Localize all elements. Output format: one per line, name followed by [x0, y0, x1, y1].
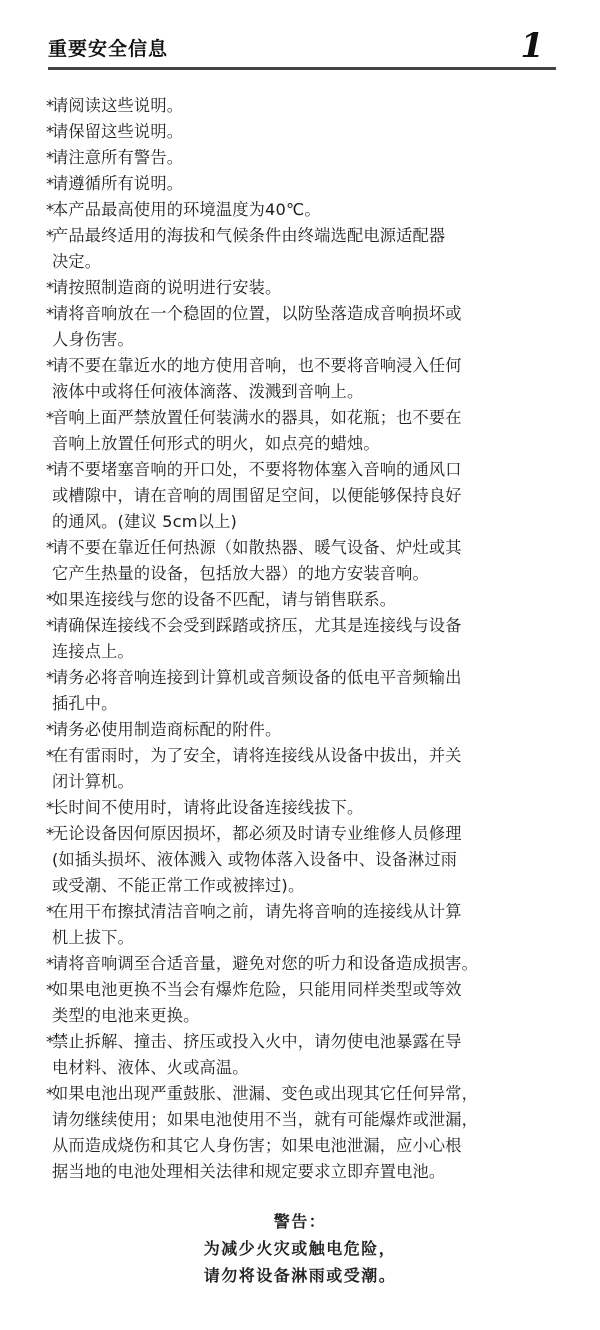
safety-notice-item [46, 301, 566, 353]
safety-notice-item [46, 223, 566, 275]
bullet-marker: * [46, 226, 55, 245]
notice-text: 请将音响放在一个稳固的位置，以防坠落造成音响损坏或 人身伤害。 [52, 304, 462, 349]
safety-notice-item [46, 587, 566, 613]
notice-text: 请不要在靠近水的地方使用音响，也不要将音响浸入任何 液体中或将任何液体滴落、泼溅到音响上。 [52, 356, 462, 401]
notice-text: 请保留这些说明。 [52, 122, 184, 141]
bullet-marker: * [46, 200, 55, 219]
safety-notice-item [46, 951, 566, 977]
safety-notice-item [46, 665, 566, 717]
bullet-marker: * [46, 824, 55, 843]
safety-notice-item [46, 1081, 566, 1185]
notice-text: 请务必使用制造商标配的附件。 [52, 720, 282, 739]
bullet-marker: * [46, 538, 55, 557]
warning-box [0, 1208, 600, 1289]
safety-notice-item [46, 821, 566, 899]
bullet-marker: * [46, 122, 55, 141]
safety-notice-item [46, 119, 566, 145]
warning-title: 警告： [273, 1212, 327, 1231]
safety-notice-item [46, 613, 566, 665]
notice-text: 请将音响调至合适音量，避免对您的听力和设备造成损害。 [52, 954, 479, 973]
safety-notice-item [46, 197, 566, 223]
bullet-marker: * [46, 954, 55, 973]
notice-text: 请确保连接线不会受到踩踏或挤压，尤其是连接线与设备 连接点上。 [52, 616, 462, 661]
notice-text: 在用干布擦拭清洁音响之前，请先将音响的连接线从计算 机上拔下。 [52, 902, 462, 947]
notice-text: 在有雷雨时，为了安全，请将连接线从设备中拔出，并关 闭计算机。 [52, 746, 462, 791]
notice-text: 请不要在靠近任何热源（如散热器、暖气设备、炉灶或其 它产生热量的设备，包括放大器）的地方安装音响。 [52, 538, 462, 583]
notice-text: 请遵循所有说明。 [52, 174, 184, 193]
notice-text: 如果连接线与您的设备不匹配，请与销售联系。 [52, 590, 397, 609]
notice-text: 禁止拆解、撞击、挤压或投入火中，请勿使电池暴露在导 电材料、液体、火或高温。 [52, 1032, 462, 1077]
safety-notice-item [46, 353, 566, 405]
notice-text: 无论设备因何原因损坏，都必须及时请专业维修人员修理 (如插头损坏、液体溅入 或物体落入设备中、设备淋过雨 或受潮、不能正常工作或被摔过)。 [52, 824, 462, 895]
bullet-marker: * [46, 174, 55, 193]
bullet-marker: * [46, 902, 55, 921]
safety-notice-item [46, 899, 566, 951]
bullet-marker: * [46, 304, 55, 323]
page-header [48, 26, 556, 72]
header-divider [48, 67, 556, 70]
bullet-marker: * [46, 668, 55, 687]
bullet-marker: * [46, 356, 55, 375]
bullet-marker: * [46, 1084, 55, 1103]
bullet-marker: * [46, 408, 55, 427]
safety-notice-list [46, 93, 566, 1185]
notice-text: 产品最终适用的海拔和气候条件由终端选配电源适配器 决定。 [52, 226, 446, 271]
bullet-marker: * [46, 96, 55, 115]
bullet-marker: * [46, 798, 55, 817]
notice-text: 本产品最高使用的环境温度为40℃。 [52, 200, 321, 219]
safety-notice-item [46, 717, 566, 743]
bullet-marker: * [46, 980, 55, 999]
notice-text: 长时间不使用时，请将此设备连接线拔下。 [52, 798, 364, 817]
bullet-marker: * [46, 148, 55, 167]
notice-text: 请按照制造商的说明进行安装。 [52, 278, 282, 297]
notice-text: 请注意所有警告。 [52, 148, 184, 167]
safety-notice-item [46, 743, 566, 795]
safety-notice-item [46, 795, 566, 821]
bullet-marker: * [46, 590, 55, 609]
safety-notice-item [46, 145, 566, 171]
page-number: 1 [520, 26, 544, 66]
notice-text: 如果电池更换不当会有爆炸危险，只能用同样类型或等效 类型的电池来更换。 [52, 980, 462, 1025]
warning-line-1: 为减少火灾或触电危险， [203, 1239, 397, 1258]
bullet-marker: * [46, 460, 55, 479]
bullet-marker: * [46, 1032, 55, 1051]
notice-text: 请务必将音响连接到计算机或音频设备的低电平音频输出 插孔中。 [52, 668, 462, 713]
safety-notice-item [46, 93, 566, 119]
warning-line-2: 请勿将设备淋雨或受潮。 [203, 1266, 397, 1285]
bullet-marker: * [46, 616, 55, 635]
notice-text: 请阅读这些说明。 [52, 96, 184, 115]
notice-text: 音响上面严禁放置任何装满水的器具，如花瓶；也不要在 音响上放置任何形式的明火，如点亮的蜡烛。 [52, 408, 462, 453]
page-title: 重要安全信息 [48, 38, 169, 60]
notice-text: 请不要堵塞音响的开口处，不要将物体塞入音响的通风口 或槽隙中，请在音响的周围留足空间，以便能够保持良好 的通风。(建议 5cm以上) [52, 460, 462, 531]
bullet-marker: * [46, 746, 55, 765]
bullet-marker: * [46, 720, 55, 739]
notice-text: 如果电池出现严重鼓胀、泄漏、变色或出现其它任何异常， 请勿继续使用；如果电池使用不当，就有可能爆炸或泄漏， 从而造成烧伤和其它人身伤害；如果电池泄漏，应小心根 据当地的电池处理相关法律和规定要求立即弃置电池。 [52, 1084, 479, 1181]
safety-notice-item [46, 977, 566, 1029]
safety-notice-item [46, 275, 566, 301]
safety-notice-item [46, 405, 566, 457]
safety-notice-item [46, 1029, 566, 1081]
safety-notice-item [46, 535, 566, 587]
safety-notice-item [46, 171, 566, 197]
safety-notice-item [46, 457, 566, 535]
bullet-marker: * [46, 278, 55, 297]
